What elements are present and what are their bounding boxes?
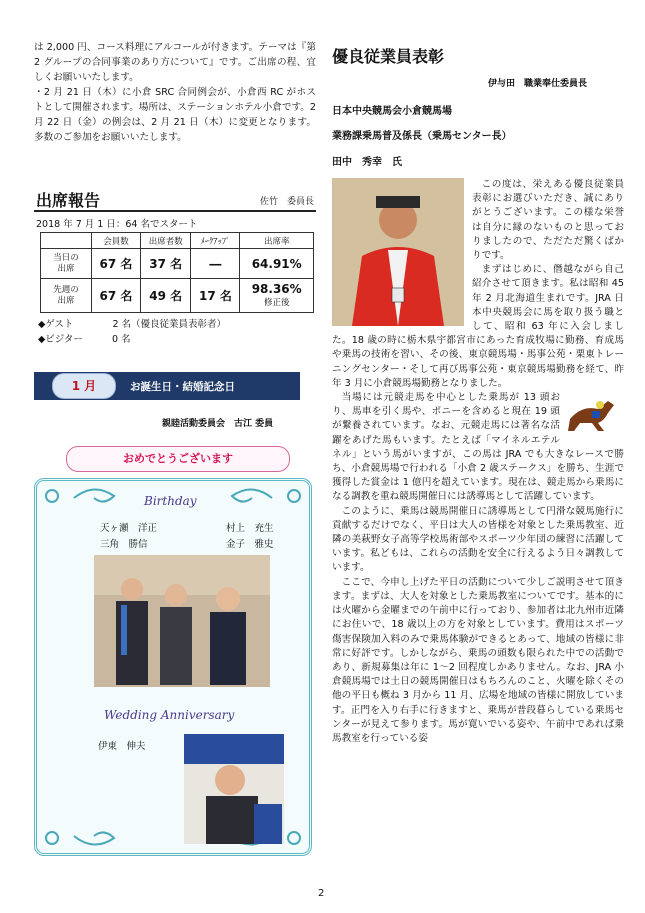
- guest-label: ◆ゲスト: [38, 319, 74, 330]
- congrats-ribbon: おめでとうございます: [66, 446, 290, 472]
- birthday-name: 金子 雅史: [226, 539, 274, 550]
- guest-line: [38, 316, 226, 330]
- guest-value: 2 名（優良従業員表彰者）: [112, 319, 227, 330]
- visitor-label: ◆ビジター: [38, 334, 83, 345]
- members-cell: 67 名: [92, 249, 141, 279]
- article-paragraph: ここで、今申し上げた平日の活動について少しご説明させて頂きます。まずは、大人を対象とした乗馬教室についてです。基本的には火曜から金曜までの午前中に行っており、参加者は北九州市近隣にお住いで、18 歳以上の方を対象としています。費用はスポーツ傷害保険加入料のみで乗馬体験ができるとあって、地域の皆様に非常に好評です。しかしながら、乗馬の頭数も限られた中での活動であり、新規募集は年に 1～2 回程度しかありません。なお、JRA 小倉競馬場では土日の競馬開催日はもちろんのこと、火曜を除くその他の平日も概ね 3 月から 11 月、広場を地域の皆様に開放しています。正門を入り右手に行きますと、乗馬が普段暮らしている乗馬センターが見えて参ります。馬が寛いでいる姿や、午前中であれば乗馬教室を行っている姿: [332, 576, 624, 744]
- portrait-illustration: [332, 178, 464, 326]
- row-label: 当日の 出席: [41, 249, 92, 279]
- award-portrait: [332, 178, 464, 326]
- attendance-byline: 佐竹 委員長: [259, 197, 314, 207]
- members-cell: 67 名: [92, 279, 141, 313]
- wedding-script-title: Wedding Anniversary: [104, 708, 235, 722]
- makeup-cell: 17 名: [191, 279, 240, 313]
- attendance-title: 出席報告: [36, 191, 101, 210]
- birthday-committee: 親睦活動委員会 古江 委員: [162, 419, 274, 429]
- birthday-name: 天ヶ瀬 洋正: [100, 523, 158, 534]
- rate-cell-wrap: [240, 279, 314, 313]
- article-paragraph: 当場には元競走馬を中心とした乗馬が 13 頭おり、馬車を引く馬や、ポニーを含めると現在 19 頭が繋養されています。なお、元競走馬には著名な活躍をあげた馬もいます。たとえば「マイネルエテルネル」という馬がいますが、この馬は JRA でも大きなレースで勝ち、小倉競馬場で行われる「小倉 2 歳ステークス」を勝ち、生涯で獲得した賞金は 1 億円を超えています。現在は、競走馬から乗馬になる調教を重ね競馬開催日には誘導馬として活躍しています。: [332, 392, 624, 503]
- birthday-name: 村上 充生: [226, 523, 274, 534]
- article-paragraph: この度は、栄えある優良従業員表彰にお選びいただき、誠にありがとうございます。この様な栄誉は自分に縁のないものと思っておりましたので、ただただ驚くばかりです。: [472, 179, 624, 262]
- table-row: [41, 279, 314, 313]
- birthday-name: 三角 勝信: [100, 539, 148, 550]
- award-title: 優良従業員表彰: [332, 47, 445, 66]
- award-name: 田中 秀幸 氏: [332, 157, 402, 168]
- wedding-photo: [184, 734, 284, 844]
- month-badge: 1 月: [52, 373, 116, 399]
- rate-cell: 98.36%: [251, 281, 302, 296]
- attendance-header: [34, 188, 316, 212]
- award-dept: 業務課乗馬普及係長（乗馬センター長）: [332, 131, 512, 142]
- intro-text-block: [34, 40, 316, 145]
- birthday-group-photo: [94, 555, 270, 687]
- birthday-script-title: Birthday: [144, 494, 197, 508]
- makeup-cell: ―: [191, 249, 240, 279]
- rate-note: 修正後: [263, 297, 290, 308]
- award-article: [332, 178, 624, 746]
- award-byline: 伊与田 職業奉仕委員長: [488, 79, 588, 89]
- header-cell: 出席者数: [140, 233, 191, 249]
- award-org: 日本中央競馬会小倉競馬場: [332, 106, 452, 117]
- header-cell: ﾒｰｸｱｯﾌﾟ: [191, 233, 240, 249]
- article-paragraph: まずはじめに、僭越ながら自己紹介させて頂きます。私は昭和 45 年 2 月北海道生まれです。JRA 日本中央競馬会に馬を取り扱う職として、昭和 63 年に入会しました。18 歳の時に栃木県宇都宮市にあった育成牧場に勤務、育成馬や乗馬の技術を習い、その後、東京競馬場・馬事公苑・栗東トレーニングセンター・そして再び馬事公苑・東京競馬場勤務を経て、昨年 3 月に小倉競馬場勤務となりました。: [332, 264, 624, 389]
- row-label: 先週の 出席: [41, 279, 92, 313]
- rate-cell: 64.91%: [240, 249, 314, 279]
- attendees-cell: 37 名: [140, 249, 191, 279]
- visitor-value: 0 名: [111, 334, 131, 345]
- header-cell: 出席率: [240, 233, 314, 249]
- wedding-name: 伊東 伸夫: [98, 741, 146, 752]
- visitor-line: [38, 331, 131, 345]
- group-photo-illustration: [94, 555, 270, 687]
- attendance-header-row: [41, 233, 314, 249]
- attendance-table: [40, 232, 314, 313]
- header-cell: [41, 233, 92, 249]
- racehorse-icon: [564, 393, 624, 433]
- attendees-cell: 49 名: [140, 279, 191, 313]
- page-number: 2: [318, 888, 325, 899]
- article-paragraph: このように、乗馬は競馬開催日に誘導馬として円滑な競馬施行に貢献するだけでなく、平日は大人の皆様を対象とした乗馬教室、近隣の美萩野女子高等学校馬術部やスポーツ少年団の練習に活躍しています。私どもは、これらの活動を安全に行えるよう日々調教しています。: [332, 505, 624, 574]
- header-cell: 会員数: [92, 233, 141, 249]
- intro-text: は 2,000 円、コース料理にアルコールが付きます。テーマは『第 2 グループの合同事業のあり方について』です。ご出席の程、宜しくお願いいたします。 ・2 月 21 日（木）に小倉 SRC 合同例会が、小倉西 RC がホストとして開催されます。場所は、ステーションホテル小倉です。2 月 22 日（金）の例会は、2 月 21 日（木）に変更となります。多数のご参加をお願いいたします。: [34, 42, 316, 143]
- attendance-start: 2018 年 7 月 1 日：64 名でスタート: [36, 219, 198, 230]
- table-row: [41, 249, 314, 279]
- wedding-photo-illustration: [184, 734, 284, 844]
- birthday-banner-title: お誕生日・結婚記念日: [130, 381, 235, 393]
